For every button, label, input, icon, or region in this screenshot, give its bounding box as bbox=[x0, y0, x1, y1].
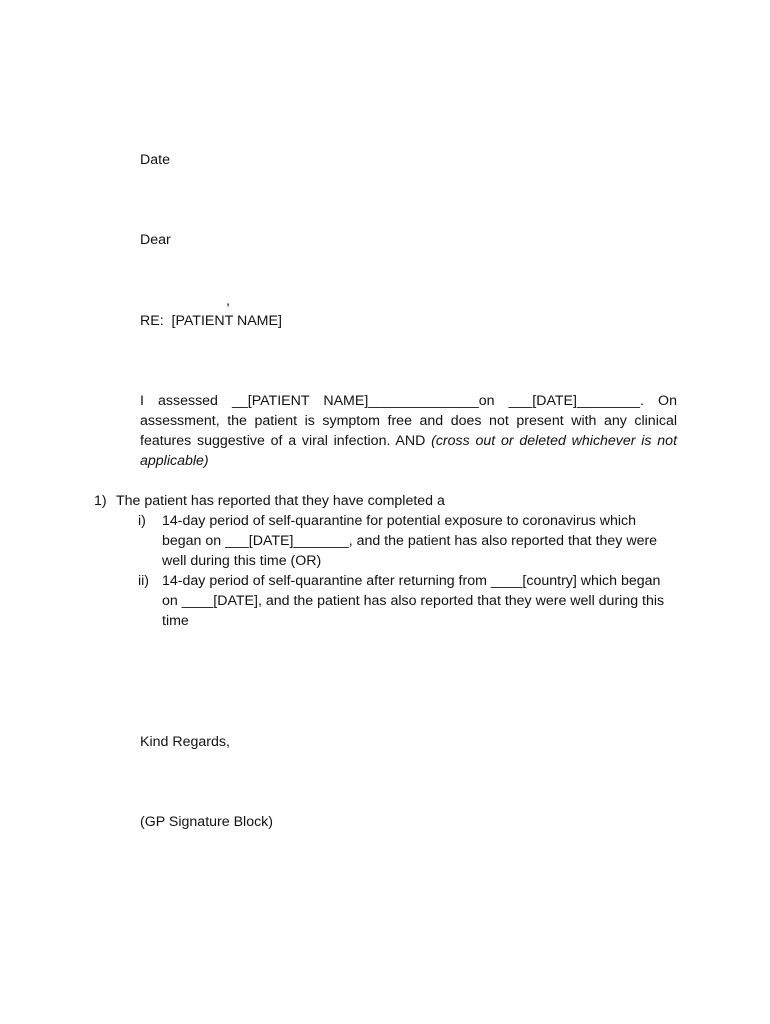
sub-list-text: 14-day period of self-quarantine for potential exposure to coronavirus which began on ___[DATE]_______, and the patient has also reported that they were well during this time (OR) bbox=[162, 513, 658, 569]
sub-list bbox=[138, 511, 674, 631]
list-intro: The patient has reported that they have completed a bbox=[116, 493, 445, 509]
assessment-text: I assessed __[PATIENT NAME]______________on ___[DATE]________. On assessment, the patient is symptom free and does not present with any clinical features suggestive of a viral infection. AND bbox=[140, 393, 677, 449]
sub-list-item bbox=[138, 511, 674, 571]
list-item bbox=[94, 491, 674, 511]
assessment-note: (cross out or deleted whichever is not applicable) bbox=[140, 433, 678, 469]
sub-list-item bbox=[138, 571, 674, 631]
assessment-paragraph bbox=[140, 391, 677, 471]
re-line: RE: [PATIENT NAME] bbox=[140, 313, 282, 329]
signature-block: (GP Signature Block) bbox=[140, 814, 274, 830]
closing: Kind Regards, bbox=[140, 734, 230, 750]
sub-list-marker: ii) bbox=[138, 573, 150, 589]
comma-mark: , bbox=[226, 293, 230, 309]
sub-list-text: 14-day period of self-quarantine after returning from ____[country] which began on ____[DATE], and the patient has also reported that they were well during this time bbox=[162, 573, 665, 629]
sub-list-marker: i) bbox=[138, 513, 146, 529]
list-number: 1) bbox=[94, 493, 107, 509]
greeting: Dear bbox=[140, 232, 171, 248]
date-label: Date bbox=[140, 152, 170, 168]
reported-list bbox=[94, 491, 674, 631]
